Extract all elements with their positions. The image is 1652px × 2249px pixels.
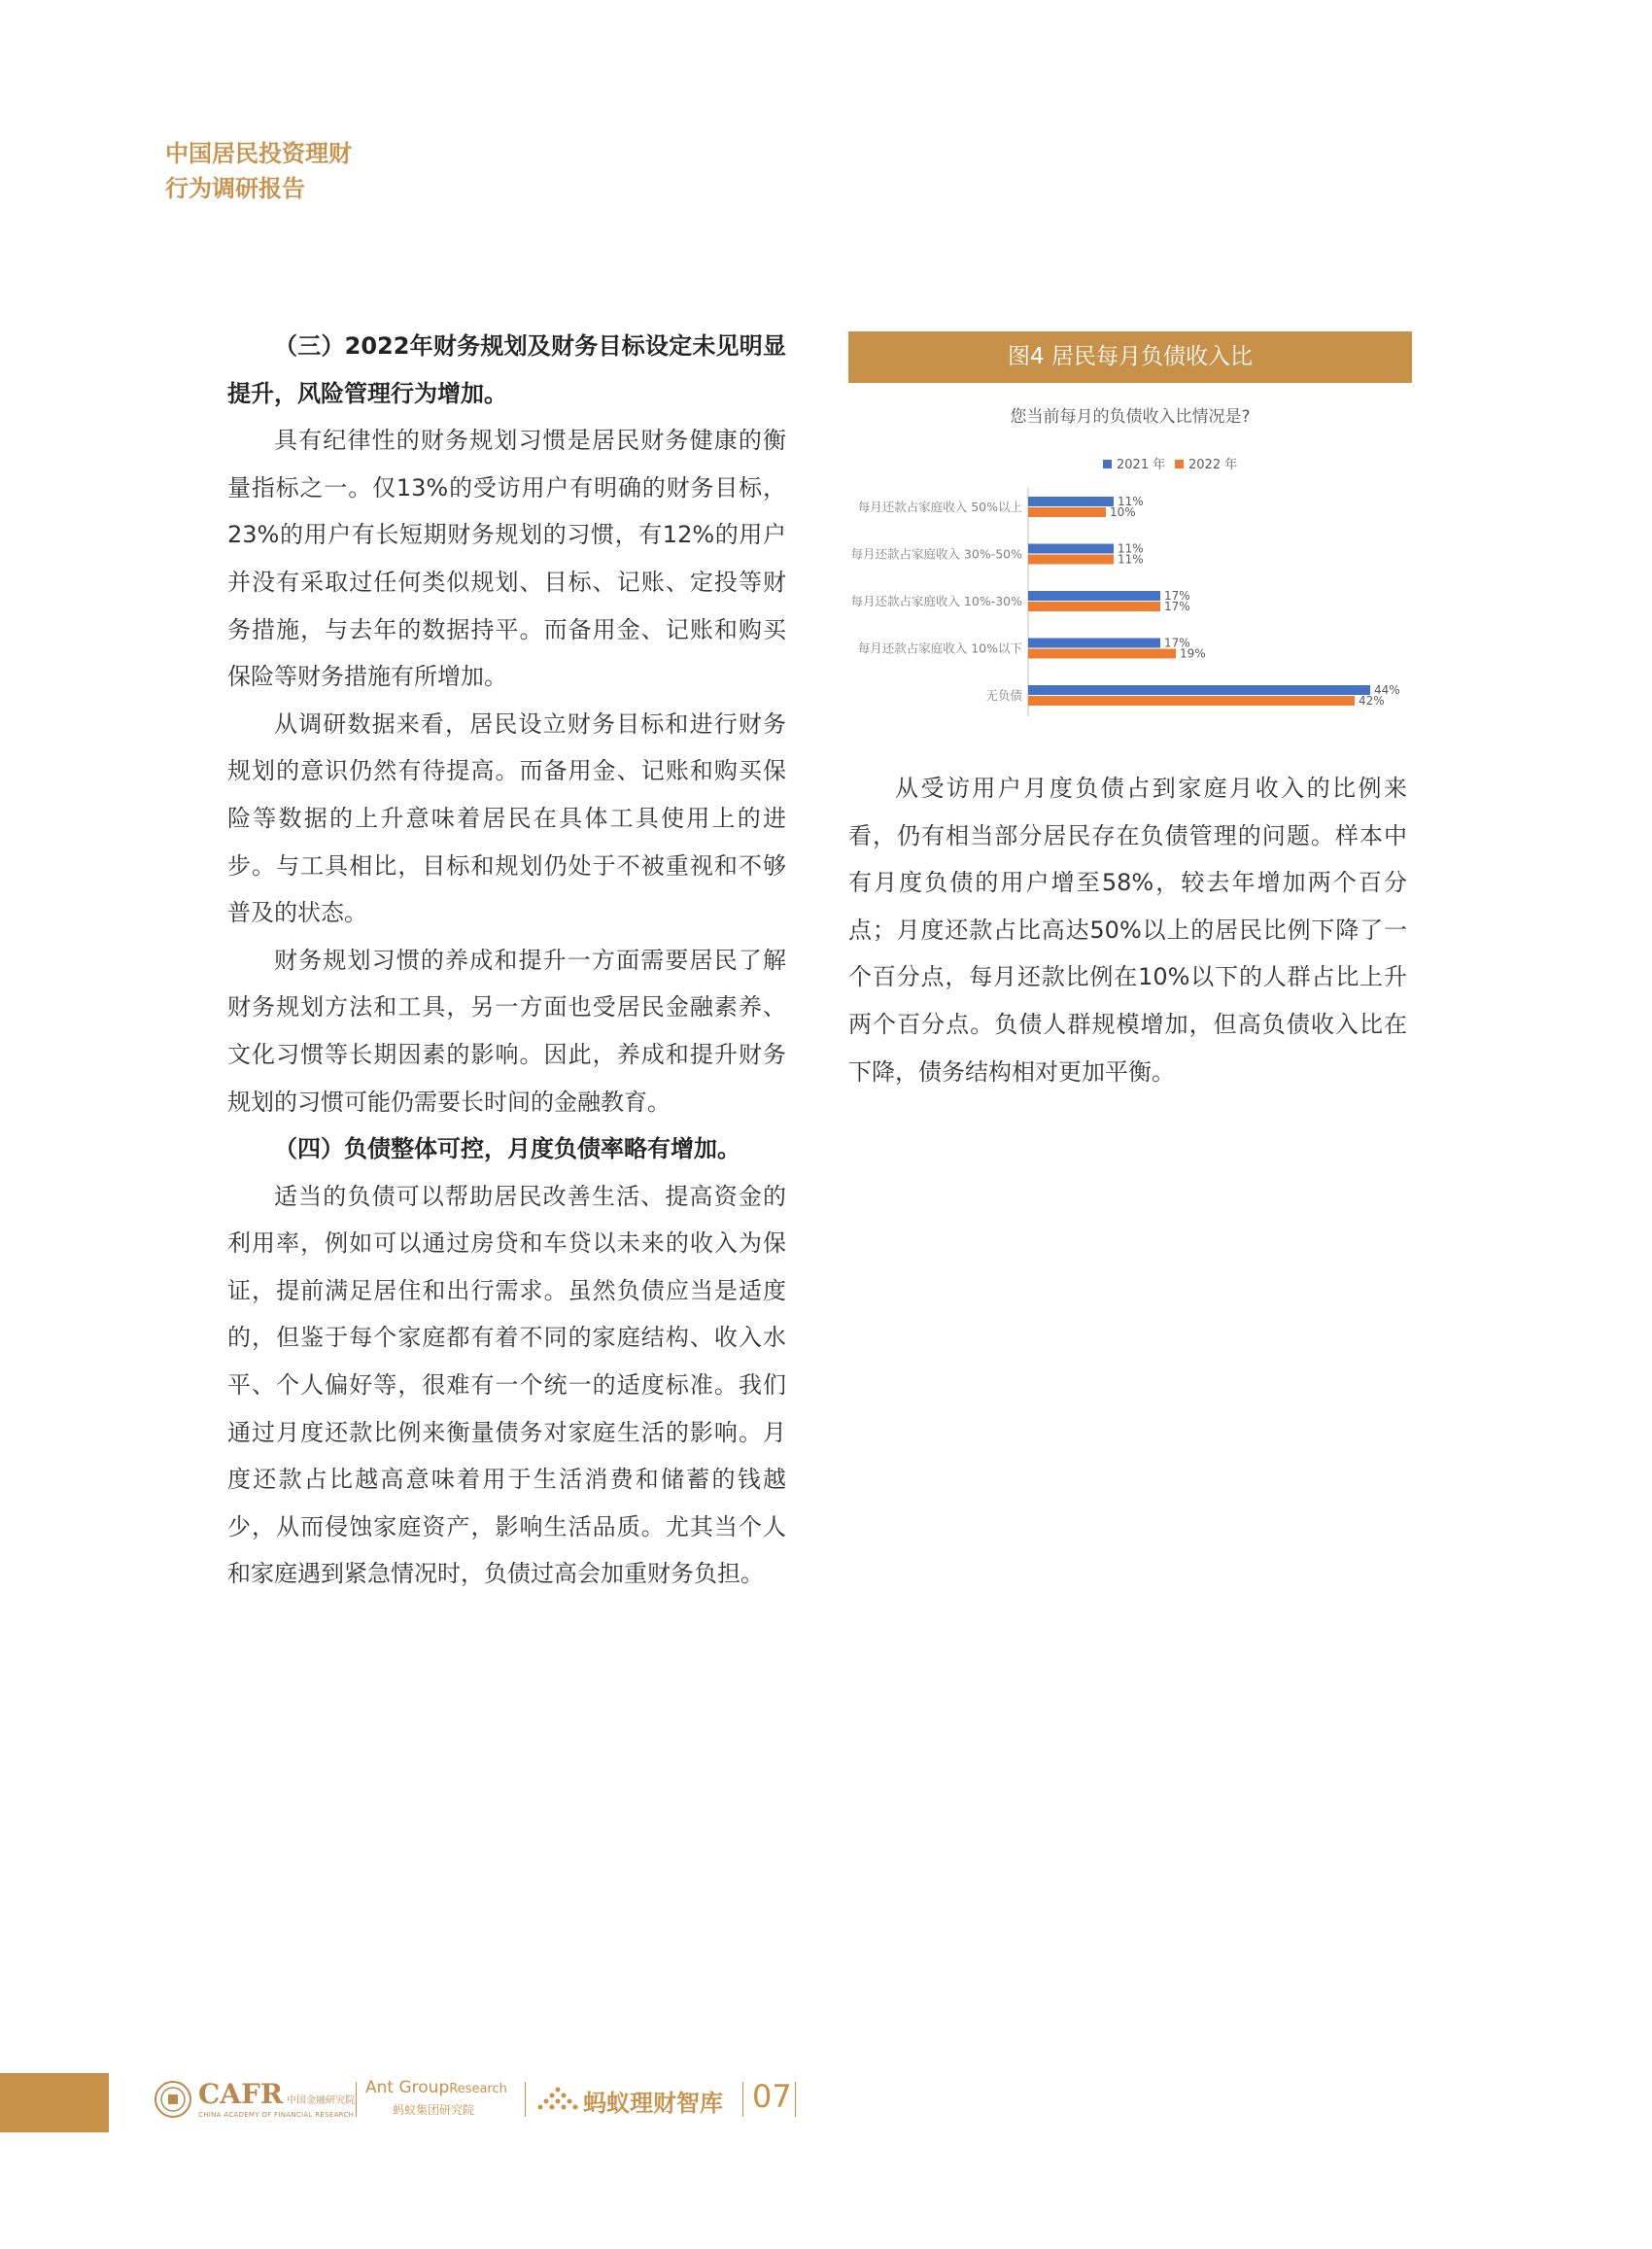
ant-group-logo-text	[365, 2078, 507, 2097]
paragraph: 财务规划习惯的养成和提升一方面需要居民了解财务规划方法和工具，另一方面也受居民金融素养、文化习惯等长期因素的影响。因此，养成和提升财务规划的习惯可能仍需要长时间的金融教育。	[227, 946, 786, 1116]
report-title	[165, 136, 352, 206]
data-label: 17%	[1164, 600, 1190, 613]
bar	[1028, 591, 1160, 601]
footer-divider	[742, 2082, 743, 2117]
value-labels	[1110, 495, 1400, 708]
data-label: 11%	[1118, 552, 1144, 567]
ant-group-cn-name: 蚂蚁集团研究院	[393, 2103, 475, 2117]
data-label: 11%	[1118, 495, 1144, 508]
footer-divider	[356, 2082, 357, 2117]
section-heading-4: （四）负债整体可控，月度负债率略有增加。	[274, 1135, 740, 1163]
legend-swatch	[1103, 460, 1112, 468]
cafr-name: CAFR	[198, 2078, 284, 2110]
data-label: 17%	[1164, 589, 1190, 603]
data-label: 10%	[1110, 505, 1136, 519]
figure-header: 图4 居民每月负债收入比	[848, 331, 1412, 383]
category-label: 每月还款占家庭收入 30%-50%	[850, 546, 1022, 562]
data-label: 42%	[1359, 694, 1385, 708]
paragraph: 从受访用户月度负债占到家庭月收入的比例来看，仍有相当部分居民存在负债管理的问题。样本中有月度负债的用户增至58%，较去年增加两个百分点；月度还款占比高达50%以上的居民比例下降了一个百分点，每月还款比例在10%以下的人群占比上升两个百分点。负债人群规模增加，但高负债收入比在下降，债务结构相对更加平衡。	[848, 775, 1407, 1086]
data-label: 19%	[1180, 646, 1206, 661]
category-label: 每月还款占家庭收入 10%以下	[857, 640, 1022, 656]
bar	[1028, 497, 1114, 506]
debt-income-bar-chart	[848, 442, 1412, 734]
ant-wealth-think-tank: 蚂蚁理财智库	[583, 2090, 723, 2117]
bar	[1028, 555, 1114, 565]
chart-question: 您当前每月的负债收入比情况是?	[1010, 407, 1251, 427]
footer-accent-bar	[0, 2073, 109, 2132]
report-title-line2: 行为调研报告	[165, 175, 305, 202]
cafr-logo-text	[198, 2078, 355, 2110]
category-label: 无负债	[985, 688, 1022, 703]
legend-label: 2021 年	[1117, 458, 1166, 472]
bar	[1028, 544, 1114, 554]
bar	[1028, 602, 1160, 611]
paragraph: 适当的负债可以帮助居民改善生活、提高资金的利用率，例如可以通过房贷和车贷以未来的收入为保证，提前满足居住和出行需求。虽然负债应当是适度的，但鉴于每个家庭都有着不同的家庭结构、收入水平、个人偏好等，很难有一个统一的适度标准。我们通过月度还款比例来衡量债务对家庭生活的影响。月度还款占比越高意味着用于生活消费和储蓄的钱越少，从而侵蚀家庭资产，影响生活品质。尤其当个人和家庭遇到紧急情况时，负债过高会加重财务负担。	[227, 1182, 786, 1588]
ant-group-name: Ant Group	[365, 2078, 450, 2097]
section-heading-3: （三）2022年财务规划及财务目标设定未见明显提升，风险管理行为增加。	[227, 332, 786, 407]
chart-legend	[1103, 457, 1237, 472]
category-labels	[850, 500, 1022, 703]
bar	[1028, 639, 1160, 648]
data-label: 11%	[1118, 541, 1144, 556]
cafr-cn-name: 中国金融研究院	[287, 2095, 356, 2106]
category-label: 每月还款占家庭收入 50%以上	[857, 500, 1022, 514]
footer	[154, 2078, 834, 2127]
cafr-en-name: CHINA ACADEMY OF FINANCIAL RESEARCH	[198, 2111, 355, 2119]
cafr-seal-icon	[154, 2080, 192, 2119]
right-column	[848, 765, 1407, 1095]
category-label: 每月还款占家庭收入 10%-30%	[850, 594, 1022, 608]
left-column	[227, 323, 786, 1598]
bar	[1028, 649, 1176, 659]
bar	[1028, 685, 1370, 695]
legend-label: 2022 年	[1188, 458, 1238, 472]
page-number: 07	[752, 2078, 792, 2115]
paragraph: 具有纪律性的财务规划习惯是居民财务健康的衡量指标之一。仅13%的受访用户有明确的财务目标，23%的用户有长短期财务规划的习惯，有12%的用户并没有采取过任何类似规划、目标、记账、定投等财务措施，与去年的数据持平。而备用金、记账和购买保险等财务措施有所增加。	[227, 427, 786, 691]
report-title-line1: 中国居民投资理财	[165, 140, 352, 167]
data-label: 44%	[1374, 683, 1400, 697]
bars	[1028, 497, 1370, 706]
data-label: 17%	[1164, 636, 1190, 650]
paragraph: 从调研数据来看，居民设立财务目标和进行财务规划的意识仍然有待提高。而备用金、记账和购买保险等数据的上升意味着居民在具体工具使用上的进步。与工具相比，目标和规划仍处于不被重视和不够普及的状态。	[227, 709, 786, 927]
bar	[1028, 507, 1106, 517]
ant-research: Research	[449, 2082, 507, 2096]
bar	[1028, 696, 1355, 706]
footer-divider	[795, 2082, 796, 2117]
footer-divider	[525, 2082, 526, 2117]
ant-wealth-dots-icon	[536, 2086, 579, 2115]
legend-swatch	[1175, 460, 1184, 468]
